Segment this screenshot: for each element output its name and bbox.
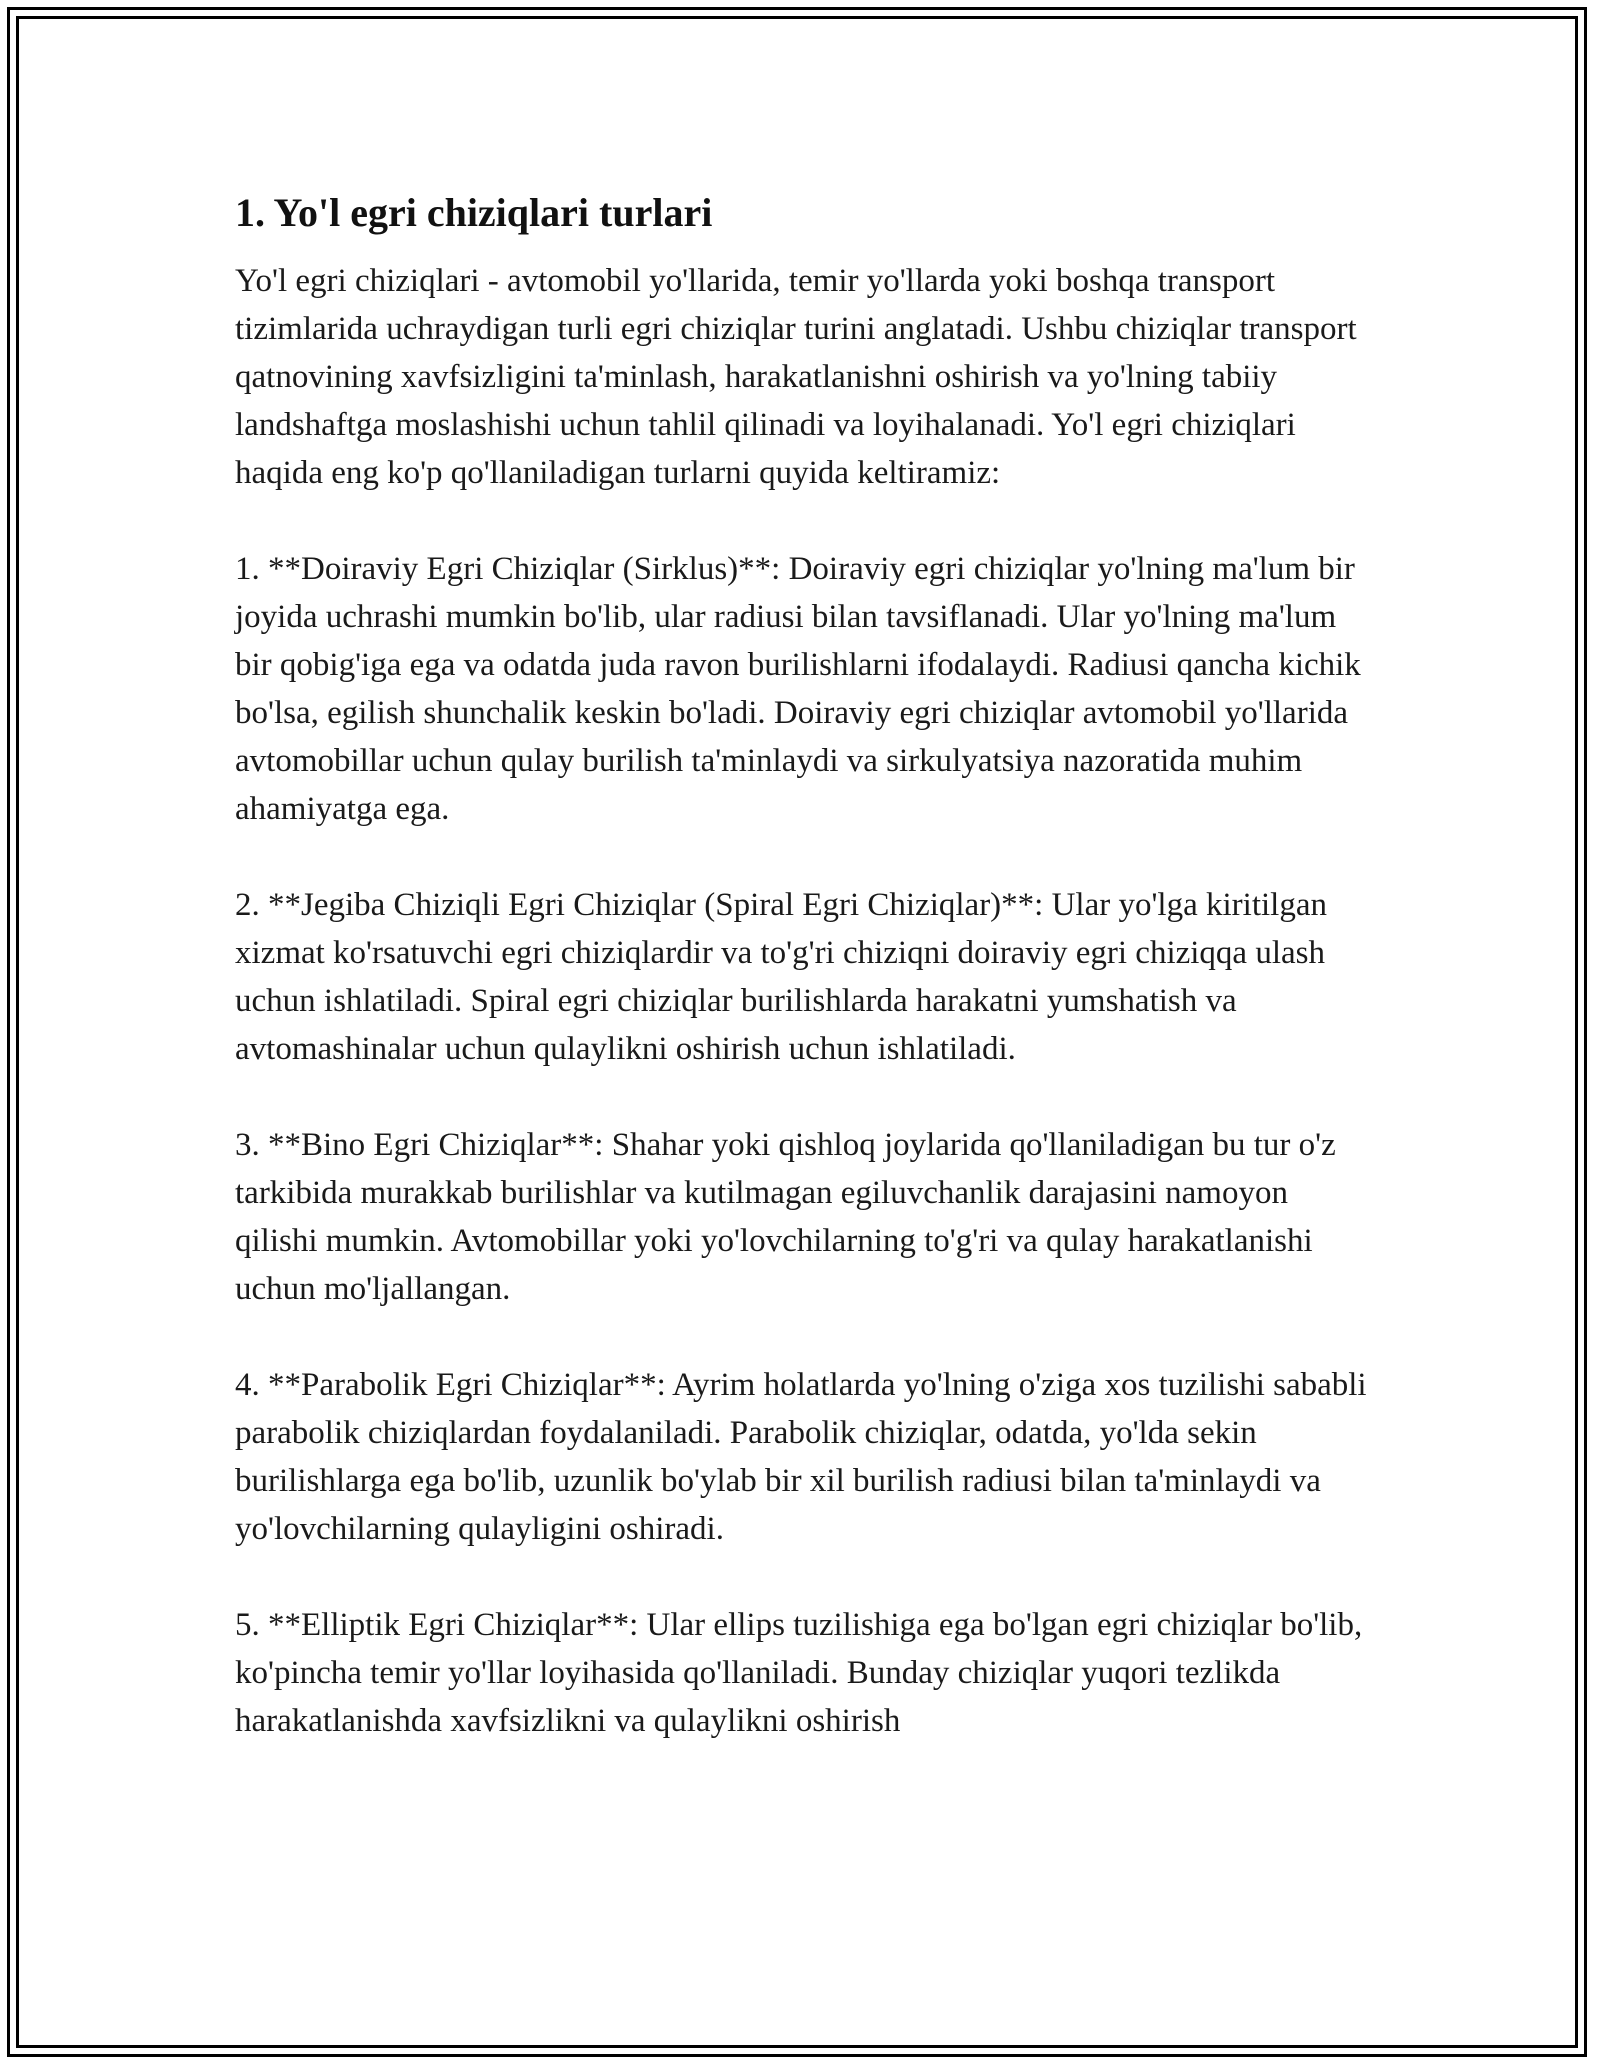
list-item-elliptic-curves: 5. **Elliptik Egri Chiziqlar**: Ular ellips tuzilishiga ega bo'lgan egri chiziqlar bo'lib, ko'pincha temir yo'llar loyihasida qo'llaniladi. Bunday chiziqlar yuqori tezlikda harakatlanishda xavfsizlikni va qulaylikni oshirish: [235, 1607, 1363, 1739]
intro-paragraph: Yo'l egri chiziqlari - avtomobil yo'llarida, temir yo'llarda yoki boshqa transport tizimlarida uchraydigan turli egri chiziqlar turini anglatadi. Ushbu chiziqlar transport qatnovining xavfsizligini ta'minlash, harakatlanishni oshirish va yo'lning tabiiy landshaftga moslashishi uchun tahlil qilinadi va loyihalanadi. Yo'l egri chiziqlari haqida eng ko'p qo'llaniladigan turlarni quyida keltiramiz:: [235, 263, 1357, 491]
section-title: 1. Yo'l egri chiziqlari turlari: [235, 190, 713, 235]
list-item-parabolic-curves: 4. **Parabolik Egri Chiziqlar**: Ayrim holatlarda yo'lning o'ziga xos tuzilishi sababli parabolik chiziqlardan foydalaniladi. Parabolik chiziqlar, odatda, yo'lda sekin burilishlarga ega bo'lib, uzunlik bo'ylab bir xil burilish radiusi bilan ta'minlaydi va yo'lovchilarning qulayligini oshiradi.: [235, 1367, 1367, 1547]
list-item-building-curves: 3. **Bino Egri Chiziqlar**: Shahar yoki qishloq joylarida qo'llaniladigan bu tur o'z tarkibida murakkab burilishlar va kutilmagan egiluvchanlik darajasini namoyon qilishi mumkin. Avtomobillar yoki yo'lovchilarning to'g'ri va qulay harakatlanishi uchun mo'ljallangan.: [235, 1127, 1336, 1307]
list-item-circular-curves: 1. **Doiraviy Egri Chiziqlar (Sirklus)**: Doiraviy egri chiziqlar yo'lning ma'lum bir joyida uchrashi mumkin bo'lib, ular radiusi bilan tavsiflanadi. Ular yo'lning ma'lum bir qobig'iga ega va odatda juda ravon burilishlarni ifodalaydi. Radiusi qancha kichik bo'lsa, egilish shunchalik keskin bo'ladi. Doiraviy egri chiziqlar avtomobil yo'llarida avtomobillar uchun qulay burilish ta'minlaydi va sirkulyatsiya nazoratida muhim ahamiyatga ega.: [235, 551, 1361, 827]
list-item-spiral-curves: 2. **Jegiba Chiziqli Egri Chiziqlar (Spiral Egri Chiziqlar)**: Ular yo'lga kiritilgan xizmat ko'rsatuvchi egri chiziqlardir va to'g'ri chiziqni doiraviy egri chiziqqa ulash uchun ishlatiladi. Spiral egri chiziqlar burilishlarda harakatni yumshatish va avtomashinalar uchun qulaylikni oshirish uchun ishlatiladi.: [235, 887, 1327, 1067]
document-body: [235, 185, 1370, 1745]
